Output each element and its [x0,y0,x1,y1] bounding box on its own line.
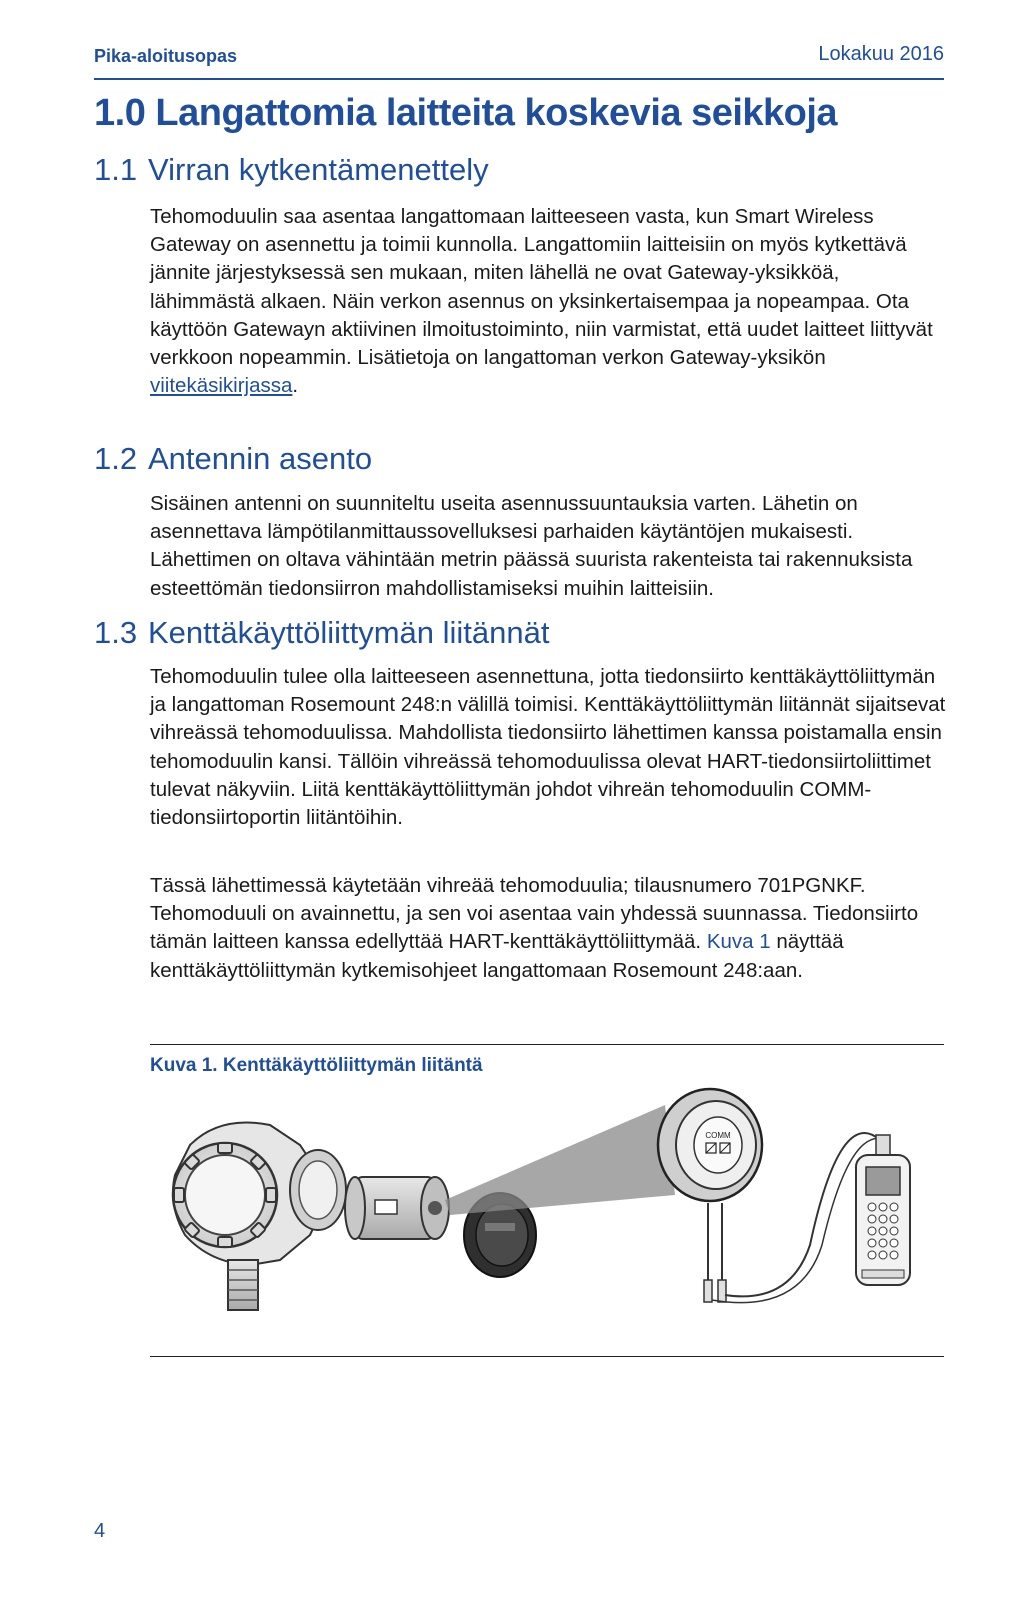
field-communicator-connection-diagram [150,1085,946,1355]
section-heading-1-1 [94,152,489,188]
section-number: 1.2 [94,441,138,476]
magnification-beam [445,1105,675,1215]
section-1-3-paragraph-1: Tehomoduulin tulee olla laitteeseen asennettuna, jotta tiedonsiirto kenttäkäyttöliittymän ja langattoman Rosemount 248:n välillä toimisi. Kenttäkäyttöliittymän liitännät sijaitsevat vihreässä tehomoduulissa. Mahdollista tiedonsiirto lähettimen kanssa poistamalla ensin tehomoduulin kansi. Tällöin vihreässä tehomoduulissa olevat HART-tiedonsiirtoliittimet tulevat näkyviin. Liitä kenttäkäyttöliittymän johdot vihreän tehomoduulin COMM-tiedonsiirtoportin liitäntöihin. [150,665,946,830]
field-communicator-device [856,1135,910,1285]
section-title: Kenttäkäyttöliittymän liitännät [148,615,550,650]
paragraph-text: Tässä lähettimessä käytetään vihreää tehomoduulia; tilausnumero 701PGNKF. Tehomoduuli on avainnettu, ja sen voi asentaa vain yhdessä suunnassa. Tiedonsiirto tämän laitteen kanssa edellyttää HART-kenttäkäyttöliittymää. [150,874,919,954]
paragraph-text: Tehomoduulin saa asentaa langattomaan laitteeseen vasta, kun Smart Wireless Gateway on asennettu ja toimii kunnolla. Langattomiin laitteisiin on myös kytkettävä jännite järjestyksessä sen mukaan, miten lähellä ne ovat Gateway-yksikköä, lähimmästä alkaen. Näin verkon asennus on yksinkertaisempaa ja nopeampaa. Ota käyttöön Gatewayn aktiivinen ilmoitustoiminto, niin varmistat, että uudet laitteet liittyvät verkkoon nopeammin. Lisätietoja on langattoman verkon Gateway-yksikön [150,205,933,370]
reference-manual-link[interactable]: viitekäsikirjassa [150,374,293,398]
transmitter-housing [173,1123,346,1311]
paragraph-end: näyttää kenttäkäyttöliittymän kytkemisohjeet langattomaan Rosemount 248:aan. [150,930,844,982]
section-number: 1.3 [94,615,138,650]
enlarged-comm-terminals [658,1089,762,1302]
figure-bottom-rule [150,1356,944,1357]
power-module [345,1177,449,1239]
page-number: 4 [94,1520,106,1542]
chapter-title: 1.0 Langattomia laitteita koskevia seikkoja [94,92,838,134]
section-title: Virran kytkentämenettely [148,152,489,187]
running-header-title: Pika-aloitusopas [94,46,238,66]
figure-top-rule [150,1044,944,1045]
section-heading-1-2 [94,441,372,477]
section-heading-1-3 [94,615,550,651]
header-divider [94,78,944,80]
figure-caption: Kuva 1. Kenttäkäyttöliittymän liitäntä [150,1055,483,1076]
figure-1-xref-link[interactable]: Kuva 1 [706,930,771,954]
comm-label: COMM [705,1131,731,1140]
section-title: Antennin asento [148,441,373,476]
section-1-3-paragraph-2 [150,872,946,985]
section-1-2-paragraph: Sisäinen antenni on suunniteltu useita asennussuuntauksia varten. Lähetin on asennettava lämpötilanmittaussovelluksesi parhaiden käytäntöjen mukaisesti. Lähettimen on oltava vähintään metrin päässä suurista rakenteista tai rakennuksista esteettömän tiedonsiirron mahdollistamiseksi muihin laitteisiin. [150,492,913,600]
running-header-date: Lokakuu 2016 [818,43,944,65]
section-number: 1.1 [94,152,138,187]
section-1-1-paragraph [150,203,946,400]
paragraph-end: . [292,374,299,398]
figure-illustration [150,1085,946,1355]
